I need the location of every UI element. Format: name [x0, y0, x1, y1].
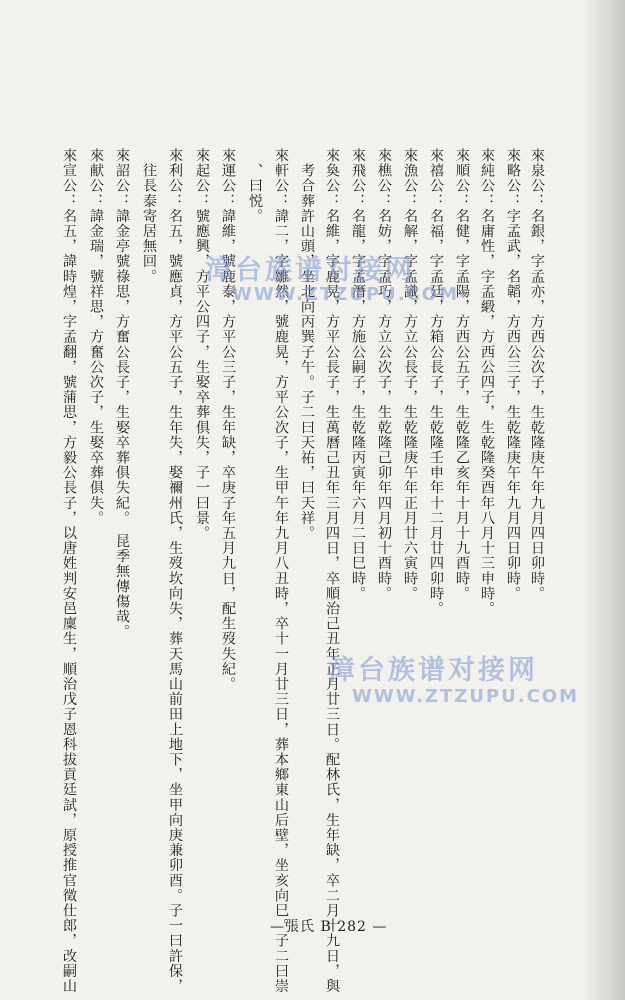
page-number-footer: —張氏 B 282 — [270, 919, 388, 935]
genealogy-entry-column: 來樵公：名妨，字孟巧，方立公次子，生乾隆己卯年四月初十酉時。 [376, 148, 392, 601]
genealogy-entry-column: 來漁公：名解，字孟識，方立公長子，生乾隆庚午年正月廿六寅時。 [402, 148, 418, 601]
watermark-url: WWW.ZTZUPU.COM [352, 686, 580, 707]
genealogy-entry-column: 來飛公：名龍，字孟潛，方施公嗣子，生乾隆丙寅年六月二日巳時。 [350, 148, 366, 601]
genealogy-entry-column: 來宣公：名五，諱時煌，字孟翻，號蒲思，方毅公長子，以唐姓判安邑廩生，順治戊子恩科拔貢廷試，原授推官徵仕郎，改嗣山 [61, 148, 77, 994]
genealogy-entry-column: 來略公：字孟武，名韜，方西公三子，生乾隆庚午年九月四日卯時。 [505, 148, 521, 601]
watermark-text: 漳台族谱对接网 [205, 255, 415, 286]
genealogy-entry-column: 來運公：諱維，號鹿泰，方平公三子，生年缺，卒庚子年五月九日，配生歿失紀。 [220, 148, 236, 692]
watermark-text: 漳台族谱对接网 [328, 655, 538, 686]
genealogy-entry-column: 考合葬許山頭，坐北向丙巽子午。子二曰天祐，曰天祥。 [299, 148, 315, 541]
genealogy-entry-column: 來献公：諱金瑞，號祥思，方奮公次子，生娶卒葬俱失。 [88, 148, 104, 526]
genealogy-entry-column: 、曰悦。 [247, 148, 263, 224]
genealogy-entry-column: 來泉公：名銀，字孟亦，方西公次子，生乾隆庚午年九月四日卯時。 [529, 148, 545, 601]
genealogy-entry-column: 來起公：號應興，方平公四子，生娶卒葬俱失，子一曰景。 [194, 148, 210, 541]
genealogy-entry-column: 來禧公：名福，字孟廷，方箱公長子，生乾隆壬申年十二月廿四卯時。 [428, 148, 444, 617]
page-edge-shadow [583, 0, 625, 1000]
genealogy-entry-column: 來利公：名五，號應貞，方平公五子，生年失，娶禰州氏，生歿坎向失，葬天馬山前田上地下，坐甲向庚兼卯酉。子一曰許保， [167, 148, 183, 994]
genealogy-entry-column: 來順公：名健，字孟陽，方西公五子，生乾隆乙亥年十月十九酉時。 [454, 148, 470, 601]
genealogy-entry-column: 來詔公：諱金亭號祿思，方奮公長子，生娶卒葬俱失紀。 昆季無傳傷哉。 [114, 148, 130, 640]
genealogy-entry-column: 來奐公：名維，字鹿晃，方平公長子，生萬曆己丑年三月四日，卒順治己丑年正月廿三日。配林氏，生年缺，卒二月十九日，與 [324, 148, 340, 994]
genealogy-entry-column: 來軒公：諱二，字雛然，號鹿晃，方平公次子，生甲午年九月八丑時，卒十一月廿三日，葬本鄉東山后壁，坐亥向巳。子二曰崇 [273, 148, 289, 994]
genealogy-entry-column: 來純公：名庸性，字孟緞，方西公四子，生乾隆癸酉年八月十三申時。 [479, 148, 495, 617]
watermark-url: WWW.ZTZUPU.COM [232, 284, 460, 305]
genealogy-entry-column: 往長泰寄居無回。 [141, 148, 157, 284]
